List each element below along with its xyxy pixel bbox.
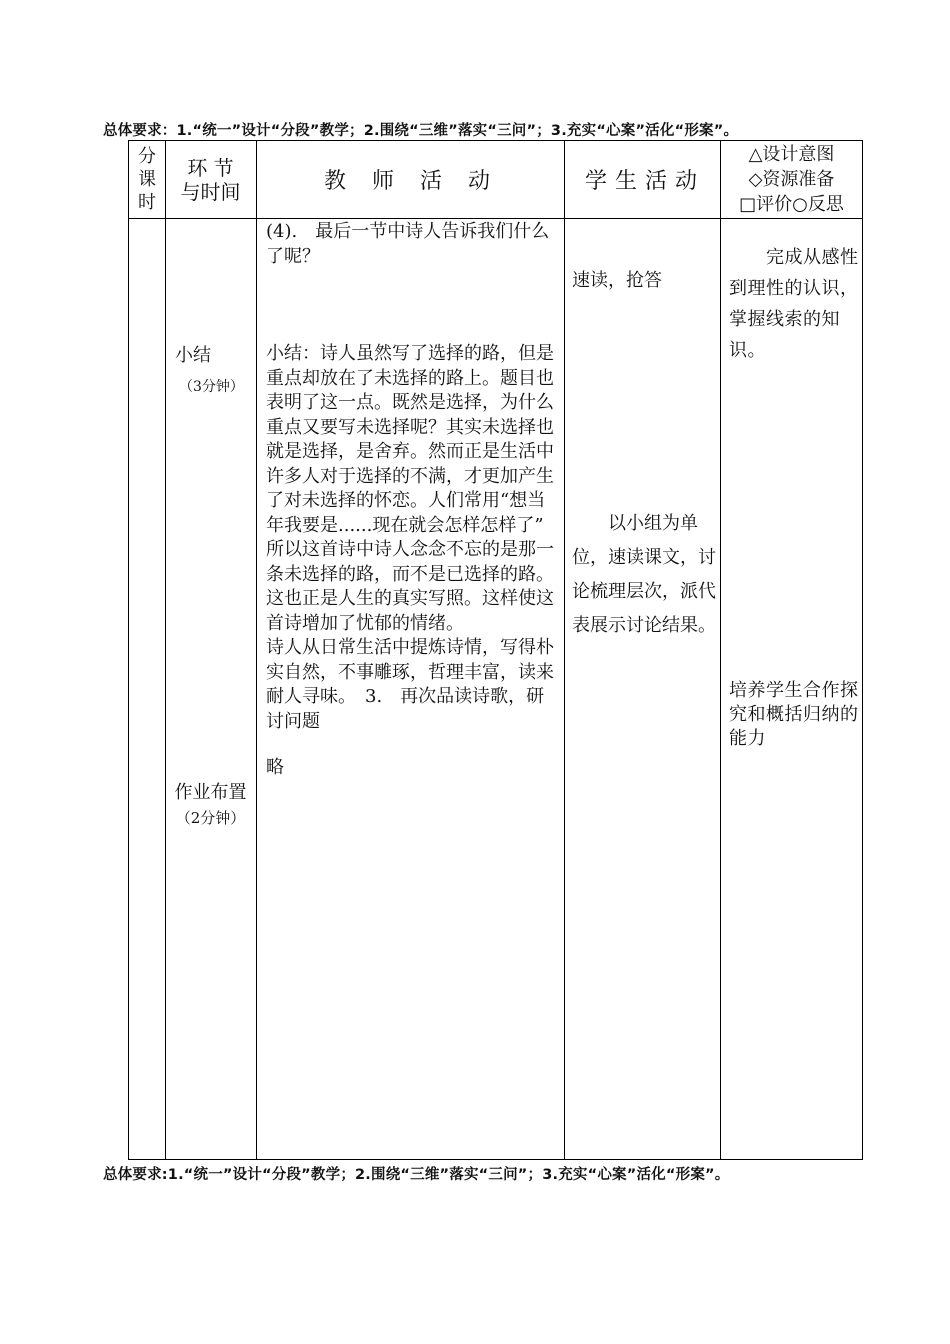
teacher-paragraph-2: 诗人从日常生活中提炼诗情，写得朴实自然，不事雕琢，哲理丰富，读来耐人寻味。 3. 再次品读诗歌，研讨问题 (266, 637, 554, 732)
header-time-line: 与时间 (180, 179, 241, 204)
column-divider (564, 141, 565, 1159)
summary-stage-time: （3分钟） (179, 379, 244, 395)
header-evaluation-line: □评价○反思 (739, 194, 844, 215)
student-activity-2: 以小组为单位，速读课文，讨论梳理层次，派代表展示讨论结果。 (572, 513, 716, 636)
column-divider (256, 141, 257, 1159)
header-student-activity: 学生活动 (584, 169, 705, 194)
header-design-line: △设计意图 (748, 144, 835, 165)
header-teacher-activity: 教师活动 (323, 169, 516, 194)
homework-stage-time: （2分钟） (175, 809, 246, 827)
design-intent-1: 完成从感性到理性的认识，掌握线索的知识。 (729, 247, 859, 361)
header-resource-line: ◇资源准备 (748, 169, 835, 190)
header-class-period-line: 课 (138, 169, 156, 190)
homework-stage-label: 作业布置 (174, 782, 247, 803)
spacer (266, 734, 556, 756)
design-intent-2: 培养学生合作探究和概括归纳的能力 (729, 680, 859, 749)
spacer (266, 269, 556, 342)
header-design-intent (720, 141, 863, 218)
lesson-plan-table (128, 140, 863, 1160)
header-stage-line: 环 节 (187, 155, 234, 180)
teacher-activity-content (266, 220, 562, 781)
header-class-period-line: 分 (138, 146, 156, 167)
student-activity-1: 速读，抢答 (572, 270, 662, 291)
requirement-footer: 总体要求:1.“统一”设计“分段”教学；2.围绕“三维”落实“三问”；3.充实“心案”活化“形案”。 (103, 1167, 730, 1183)
teacher-question-4: (4). 最后一节中诗人告诉我们什么了呢？ (266, 221, 550, 267)
header-divider (129, 218, 862, 219)
column-divider (165, 141, 166, 1159)
column-divider (720, 141, 721, 1159)
header-class-period-line: 时 (138, 192, 156, 213)
summary-stage-label: 小结 (175, 345, 211, 366)
header-class-period (129, 141, 165, 218)
teacher-summary-text: 小结：诗人虽然写了选择的路，但是重点却放在了未选择的路上。题目也表明了这一点。既然是选择，为什么重点又要写未选择呢？其实未选择也就是选择，是舍弃。然而正是生活中许多人对于选择的不满，才更加产生了对未选择的怀恋。人们常用“想当年我要是......现在就会怎样怎样了” 所以这首诗中诗人念念不忘的是那一条未选择的路，而不是已选择的路。这也正是人生的真实写照。这样使这首诗增加了忧郁的情绪。 (266, 343, 562, 634)
teacher-homework-text: 略 (266, 757, 284, 778)
header-stage-time (165, 141, 256, 218)
requirement-header: 总体要求：1.“统一”设计“分段”教学；2.围绕“三维”落实“三问”；3.充实“心案”活化“形案”。 (103, 123, 739, 139)
